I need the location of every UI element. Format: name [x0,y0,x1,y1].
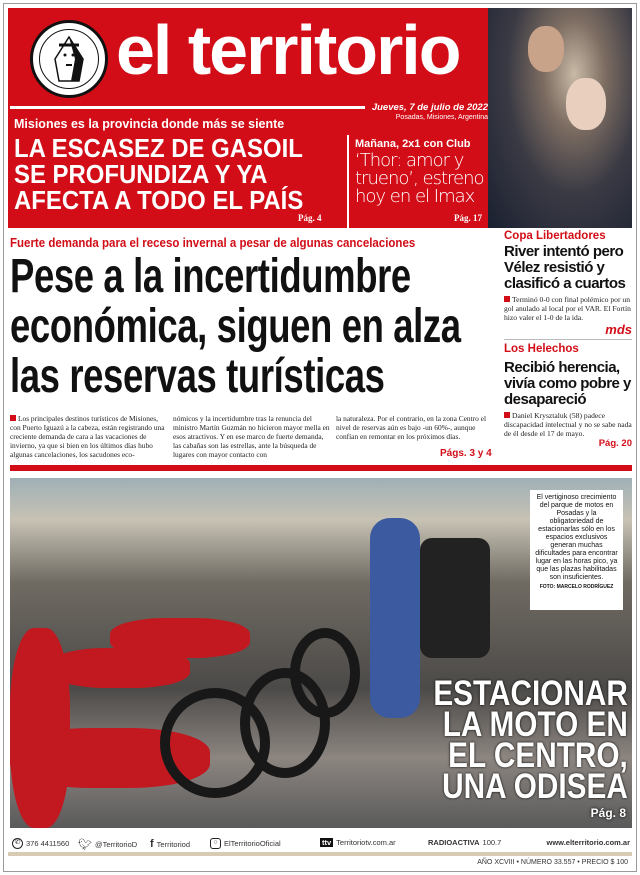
top-story-headline[interactable] [14,135,303,213]
divider [8,852,632,856]
instagram-handle: ElTerritorioOficial [224,839,281,848]
facebook-link[interactable] [150,838,190,850]
headline-line: UNA ODISEA [442,767,628,806]
radio-link[interactable] [428,838,501,847]
headline-line: hoy en el Imax [355,186,475,207]
website-link[interactable] [547,838,631,847]
page-reference: Pág. 17 [454,213,482,223]
footer [8,832,632,872]
logo-icon [30,20,108,98]
divider [347,135,349,228]
whatsapp-number: 376 4411560 [26,839,70,848]
masthead-title: el territorio [116,11,460,89]
radio-name: RADIOACTIVA [428,838,480,847]
story-headline: Recibió herencia, vivía como pobre y desapareció [504,359,631,408]
story-kicker: Copa Libertadores [504,230,606,242]
ttv-logo: ttv [322,838,332,847]
page-reference: Pág. 4 [298,213,322,223]
promo-headline[interactable] [355,152,484,206]
tv-link[interactable] [320,838,396,847]
instagram-icon: ○ [210,838,221,849]
twitter-handle: @TerritorioD [94,840,138,849]
instagram-link[interactable] [210,838,281,849]
edition-date: Jueves, 7 de julio de 2022 [371,102,488,113]
lead-body-col-1 [10,414,170,459]
page-reference: Pág. 8 [590,806,626,820]
sidebar-story[interactable] [504,230,632,337]
headline-line: Pese a la incertidumbre [10,250,411,303]
sidebar [504,230,632,449]
whatsapp-icon: ✆ [12,838,23,849]
story-kicker: Los Helechos [504,343,579,355]
twitter-link[interactable] [78,838,137,851]
page-reference: Págs. 3 y 4 [440,448,492,459]
facebook-handle: Territoriod [156,839,191,849]
edition-place: Posadas, Misiones, Argentina [395,114,488,121]
lead-headline[interactable] [10,252,461,402]
body-text: Daniel Krysztaluk (58) padece discapacidad intelectual y no se sabe nada de él desde el 17 de mayo. [504,411,632,438]
bullet-icon [504,296,510,302]
headline-line: ESTACIONAR [433,674,628,713]
masthead [8,8,632,228]
photo-caption [530,490,623,610]
story-headline: River intentó pero Vélez resistió y clasificó a cuartos [504,243,626,292]
page-reference: Pág. 20 [598,438,632,449]
story-body [504,295,632,322]
facebook-icon: f [150,838,154,850]
headline-line: económica, siguen en alza [10,300,461,353]
caption-text: El vertiginoso crecimiento del parque de motos en Posadas y la obligatoriedad de estacionarlas sólo en los espacios exclusivos generan muchas dificultades para encontrar lugar en las horas pico, ya que las plazas habilitadas son insuficientes. [535,494,618,581]
headline-line: AFECTA A TODO EL PAÍS [14,185,304,215]
body-text: Terminó 0-0 con final polémico por un gol anulado al local por el VAR. El Fortín hizo valer el 1-0 de la ida. [504,295,631,322]
lead-kicker: Fuerte demanda para el receso invernal a pesar de algunas cancelaciones [10,236,416,250]
headline-line: EL CENTRO, [448,736,628,775]
bullet-icon [504,412,510,418]
headline-line: trueno’, estreno [355,168,484,189]
headline-line: SE PROFUNDIZA Y YA [14,159,268,189]
whatsapp-link[interactable] [12,838,69,849]
story-body [504,411,632,438]
photo-credit: FOTO: MARCELO RODRÍGUEZ [539,584,614,590]
mds-logo: mds [605,322,632,337]
headline-line: ‘Thor: amor y [355,150,464,171]
issue-info: AÑO XCVIII • NÚMERO 33.557 • PRECIO $ 100 [477,859,628,866]
promo-kicker: Mañana, 2x1 con Club [355,138,471,150]
lead-body-col-3: la naturaleza. Por el contrario, en la zona Centro el nivel de reservas aún es bajo -un 60%-, aunque confían en remontar en los próximos días. [336,414,487,441]
radio-frequency: 100.7 [482,838,502,847]
twitter-icon: 🐦︎ [78,839,92,851]
headline-line: las reservas turísticas [10,350,385,403]
thor-movie-photo[interactable] [488,8,632,228]
tv-url: Territoriotv.com.ar [336,838,396,847]
website-url: www.elterritorio.com.ar [546,838,630,847]
sidebar-story[interactable] [504,343,632,449]
headline-line: LA ESCASEZ DE GASOIL [14,133,303,163]
photo-headline[interactable] [433,674,628,806]
headline-line: LA MOTO EN [442,705,628,744]
top-story-kicker: Misiones es la provincia donde más se siente [14,117,285,131]
divider [504,339,632,340]
bullet-icon [10,415,16,421]
lead-body-col-2: nómicos y la incertidumbre tras la renuncia del ministro Martín Guzmán no hicieron mayor mella en esos atractivos. Y en ese marco de fuerte demanda, las cabañas son las estrellas, ante la búsqueda de lugares con mayor contacto con [173,414,330,459]
section-divider [10,465,632,471]
body-text: Los principales destinos turísticos de Misiones, con Puerto Iguazú a la cabeza, están registrando una creciente demanda de cara a las vacaciones de invierno, ya que si bien en los últimos días hubo algunas cancelaciones, los sacudones eco- [10,414,165,459]
